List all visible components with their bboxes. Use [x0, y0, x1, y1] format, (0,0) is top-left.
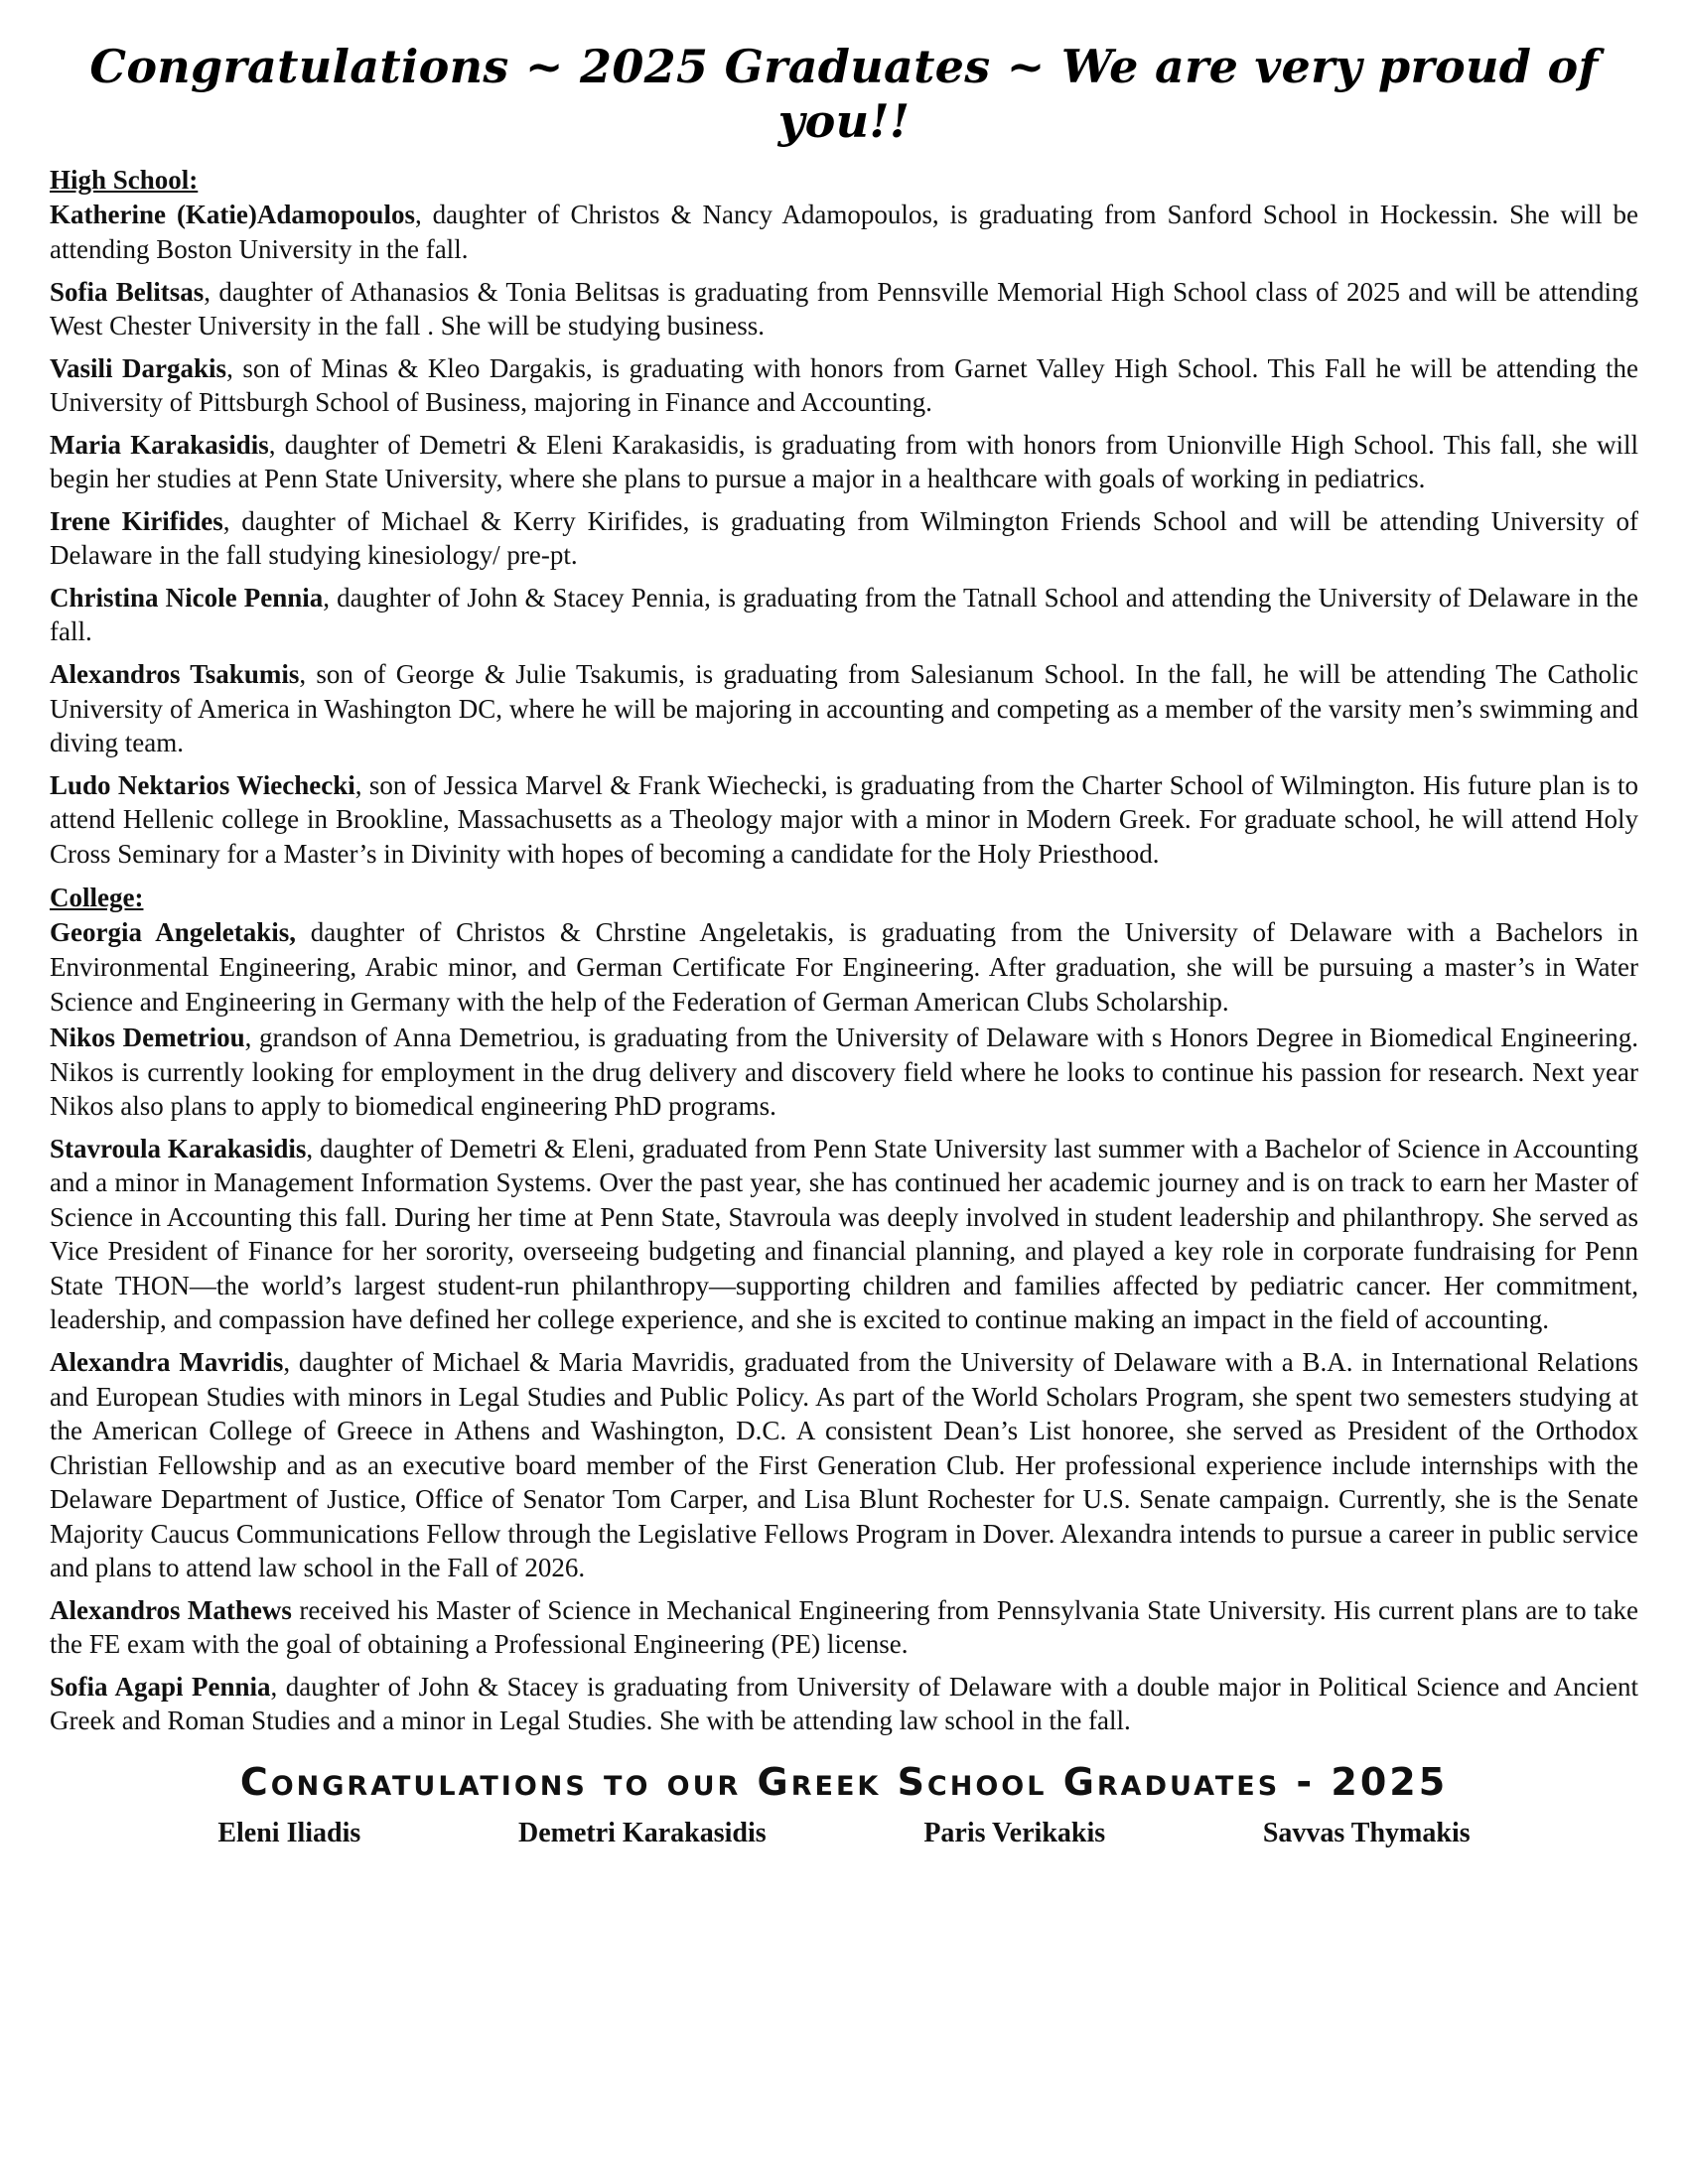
graduate-entry: [50, 1670, 1638, 1738]
graduate-name: Alexandra Mavridis: [50, 1346, 284, 1377]
graduate-entry: [50, 915, 1638, 1019]
graduate-description: daughter of Christos & Chrstine Angeletakis, is graduating from the University of Delaware with a Bachelors in Environmental Engineering, Arabic minor, and German Certificate For Engineering. After graduation, she will be pursuing a master’s in Water Science and Engineering in Germany with the help of the Federation of German American Clubs Scholarship.: [50, 917, 1639, 1017]
graduate-description: , son of Minas & Kleo Dargakis, is graduating with honors from Garnet Valley High School. This Fall he will be attending the University of Pittsburgh School of Business, majoring in Finance and Accounting.: [50, 352, 1638, 418]
page-headline: Congratulations ~ 2025 Graduates ~ We are very proud of you!!: [89, 40, 1599, 149]
graduate-name: Maria Karakasidis: [50, 429, 269, 460]
graduate-name: Vasili Dargakis: [50, 352, 227, 383]
graduate-name: Sofia Belitsas: [50, 276, 205, 307]
graduate-name: Georgia Angeletakis,: [50, 917, 296, 948]
graduate-entry: [50, 581, 1638, 649]
graduate-entry: [50, 504, 1638, 573]
graduate-description: , daughter of Michael & Maria Mavridis, graduated from the University of Delaware with a B.A. in International Relations and European Studies with minors in Legal Studies and Public Policy. As part of the World Scholars Program, she spent two semesters studying at the American College of Greece in Athens and Washington, D.C. A consistent Dean’s List honoree, she served as President of the Orthodox Christian Fellowship and as an executive board member of the First Generation Club. Her professional experience include internships with the Delaware Department of Justice, Office of Senator Tom Carper, and Lisa Blunt Rochester for U.S. Senate campaign. Currently, she is the Senate Majority Caucus Communications Fellow through the Legislative Fellows Program in Dover. Alexandra intends to pursue a career in public service and plans to attend law school in the Fall of 2026.: [50, 1346, 1638, 1583]
graduate-name: Christina Nicole Pennia: [50, 582, 324, 613]
graduate-entry: [50, 1345, 1638, 1585]
graduate-description: , daughter of Athanasios & Tonia Belitsas is graduating from Pennsville Memorial High School class of 2025 and will be attending West Chester University in the fall . She will be studying business.: [50, 276, 1639, 341]
greek-school-graduate-name: Eleni Iliadis: [217, 1817, 361, 1848]
graduate-description: , daughter of Demetri & Eleni Karakasidis, is graduating from with honors from Unionville High School. This fall, she will begin her studies at Penn State University, where she plans to pursue a major in a healthcare with goals of working in pediatrics.: [50, 429, 1638, 494]
graduate-description: , grandson of Anna Demetriou, is graduating from the University of Delaware with s Honors Degree in Biomedical Engineering. Nikos is currently looking for employment in the drug delivery and discovery field where he looks to continue his passion for research. Next year Nikos also plans to apply to biomedical engineering PhD programs.: [50, 1023, 1638, 1122]
graduate-name: Alexandros Tsakumis: [50, 659, 300, 690]
graduate-entry: [50, 1593, 1638, 1662]
graduate-description: , daughter of John & Stacey is graduating from University of Delaware with a double major in Political Science and Ancient Greek and Roman Studies and a minor in Legal Studies. She with be attending law school in the fall.: [50, 1671, 1638, 1736]
graduate-name: Katherine (Katie)Adamopoulos: [50, 200, 415, 230]
graduate-description: , son of Jessica Marvel & Frank Wiechecki, is graduating from the Charter School of Wilmington. His future plan is to attend Hellenic college in Brookline, Massachusetts as a Theology major with a minor in Modern Greek. For graduate school, he will attend Holy Cross Seminary for a Master’s in Divinity with hopes of becoming a candidate for the Holy Priesthood.: [50, 769, 1638, 869]
greek-school-names: [50, 1816, 1638, 1851]
high-school-section: [50, 163, 1638, 871]
graduate-entry: [50, 428, 1638, 496]
greek-school-graduate-name: Paris Verikakis: [923, 1817, 1106, 1848]
graduate-description: received his Master of Science in Mechanical Engineering from Pennsylvania State University. His current plans are to take the FE exam with the goal of obtaining a Professional Engineering (PE) license.: [50, 1594, 1638, 1660]
graduate-description: , daughter of John & Stacey Pennia, is graduating from the Tatnall School and attending the University of Delaware in the fall.: [50, 582, 1638, 647]
graduate-name: Alexandros Mathews: [50, 1594, 292, 1625]
graduates-page: [50, 40, 1638, 1851]
graduate-entry: [50, 1132, 1638, 1337]
graduate-entry: [50, 351, 1638, 420]
graduate-description: , daughter of Michael & Kerry Kirifides, is graduating from Wilmington Friends School and will be attending University of Delaware in the fall studying kinesiology/ pre-pt.: [50, 505, 1638, 571]
graduate-entry: [50, 275, 1638, 343]
college-heading: College:: [50, 883, 144, 913]
graduate-entry: [50, 657, 1638, 760]
graduate-name: Nikos Demetriou: [50, 1023, 245, 1053]
graduate-description: , daughter of Demetri & Eleni, graduated from Penn State University last summer with a Bachelor of Science in Accounting and a minor in Management Information Systems. Over the past year, she has continued her academic journey and is on track to earn her Master of Science in Accounting this fall. During her time at Penn State, Stavroula was deeply involved in student leadership and philanthropy. She served as Vice President of Finance for her sorority, overseeing budgeting and financial planning, and played a key role in corporate fundraising for Penn State THON—the world’s largest student-run philanthropy—supporting children and families affected by pediatric cancer. Her commitment, leadership, and compassion have defined her college experience, and she is excited to continue making an impact in the field of accounting.: [50, 1133, 1639, 1335]
graduate-description: , daughter of Christos & Nancy Adamopoulos, is graduating from Sanford School in Hockessin. She will be attending Boston University in the fall.: [50, 200, 1638, 265]
graduate-entry: [50, 1021, 1638, 1124]
graduate-entry: [50, 768, 1638, 872]
greek-school-heading: Congratulations to our Greek School Graduates - 2025: [239, 1759, 1449, 1804]
graduate-name: Ludo Nektarios Wiechecki: [50, 769, 355, 800]
high-school-heading: High School:: [50, 165, 199, 196]
graduate-name: Sofia Agapi Pennia: [50, 1671, 271, 1702]
graduate-name: Stavroula Karakasidis: [50, 1133, 307, 1163]
college-section: [50, 881, 1638, 1738]
graduate-entry: [50, 198, 1638, 266]
greek-school-graduate-name: Savvas Thymakis: [1262, 1817, 1471, 1848]
graduate-name: Irene Kirifides: [50, 505, 223, 536]
greek-school-section: [50, 1760, 1638, 1851]
graduate-description: , son of George & Julie Tsakumis, is graduating from Salesianum School. In the fall, he will be attending The Catholic University of America in Washington DC, where he will be majoring in accounting and competing as a member of the varsity men’s swimming and diving team.: [50, 659, 1638, 758]
greek-school-graduate-name: Demetri Karakasidis: [517, 1817, 767, 1848]
